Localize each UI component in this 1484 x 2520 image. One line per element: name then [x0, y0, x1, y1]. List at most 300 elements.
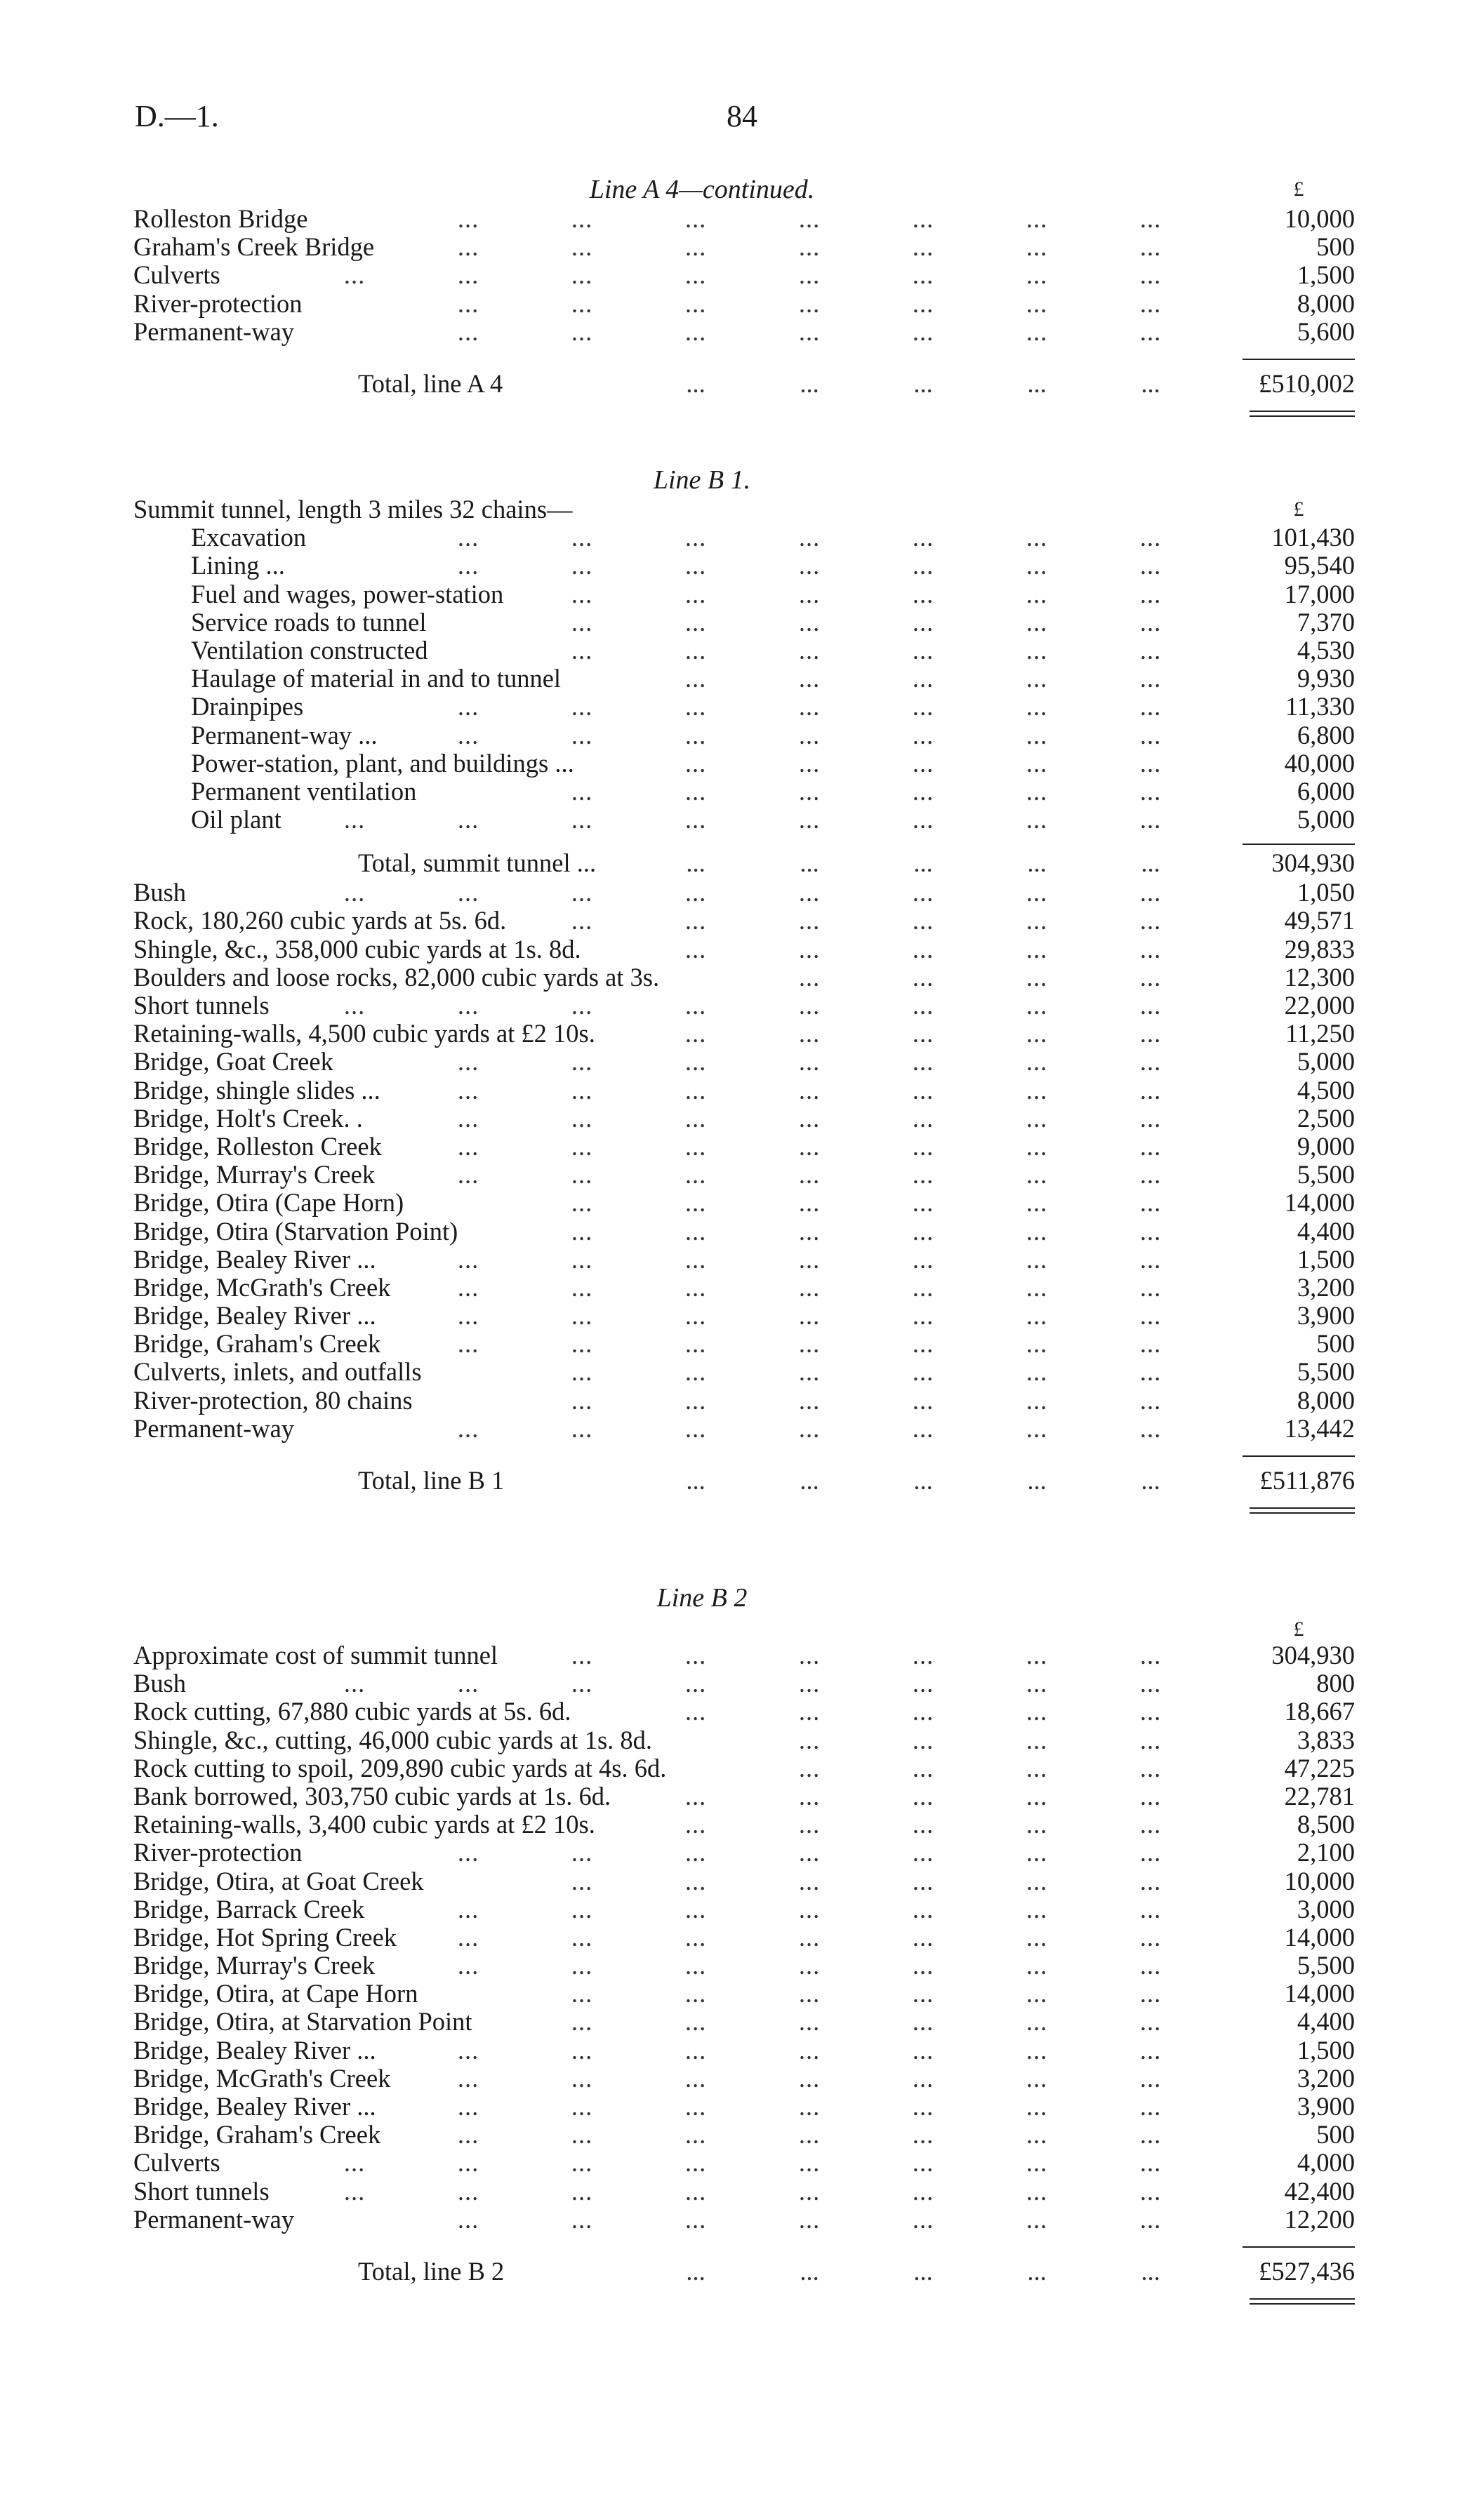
item-label: Culverts, inlets, and outfalls: [133, 1357, 422, 1387]
table-row: [133, 1895, 1355, 1924]
leader-dot-group: ...: [913, 2256, 933, 2286]
leader-dot-group: ...: [913, 368, 933, 398]
leader-dot-group: ...: [457, 2064, 479, 2093]
item-value: 1,050: [1297, 878, 1355, 907]
leader-dot-group: ...: [798, 992, 821, 1020]
leader-dot-group: ...: [798, 935, 821, 964]
item-value: 12,200: [1284, 2204, 1355, 2234]
leader-dot-group: ...: [798, 777, 821, 806]
leader-dot-group: ...: [571, 1048, 593, 1076]
leader-dot-group: ...: [798, 1386, 821, 1415]
leader-dot-group: ...: [457, 1245, 479, 1274]
item-value: 17,000: [1284, 579, 1355, 608]
leader-dot-group: ...: [912, 2149, 934, 2178]
rule-line: [1243, 2246, 1355, 2248]
leader-dot-group: ...: [912, 1358, 934, 1387]
leader-dot-group: ...: [457, 1132, 479, 1161]
leader-dot-group: ...: [1139, 317, 1162, 346]
leader-dot-group: ...: [1139, 1302, 1162, 1331]
section-title-a4: [133, 174, 1355, 205]
leader-dots: [133, 2206, 1207, 2234]
leader-dot-group: ...: [912, 721, 934, 749]
leader-dot-group: ...: [1026, 1782, 1048, 1811]
leader-dot-group: ...: [912, 1895, 934, 1924]
leader-dot-group: ...: [1026, 693, 1048, 721]
item-list-a4: [133, 205, 1355, 346]
leader-dot-group: ...: [912, 665, 934, 693]
leader-dot-group: ...: [912, 1302, 934, 1331]
leader-dot-group: ...: [571, 1245, 593, 1274]
item-value: 1,500: [1297, 260, 1355, 290]
item-label: Bridge, Bealey River ...: [133, 1244, 376, 1274]
table-row: [133, 1105, 1355, 1133]
leader-dot-group: ...: [1139, 608, 1162, 636]
leader-dot-group: ...: [571, 580, 593, 608]
leader-dot-group: ...: [798, 2149, 821, 2178]
leader-dot-group: ...: [1026, 1020, 1048, 1048]
leader-dot-group: ...: [912, 2093, 934, 2121]
leader-dot-group: ...: [912, 1273, 934, 1302]
table-row: [133, 1358, 1355, 1386]
item-label: Bridge, Otira (Cape Horn): [133, 1188, 404, 1218]
item-label: Culverts: [133, 2148, 220, 2178]
leader-dot-group: ...: [1026, 2205, 1048, 2234]
item-label: Bridge, McGrath's Creek: [133, 2063, 391, 2093]
leader-dot-group: ...: [684, 636, 707, 665]
leader-dot-group: ...: [1026, 1273, 1048, 1302]
leader-dot-group: ...: [571, 992, 593, 1020]
leader-dot-group: ...: [457, 289, 479, 318]
item-value: 9,000: [1297, 1131, 1355, 1161]
leader-dot-group: ...: [457, 1302, 479, 1331]
item-label: Bridge, Graham's Creek: [133, 1329, 381, 1359]
leader-dots: [133, 806, 1207, 834]
table-row: [133, 636, 1355, 665]
leader-dots: [133, 261, 1207, 289]
page-id: D.—1.: [135, 99, 219, 133]
leader-dot-group: ...: [1139, 777, 1162, 806]
leader-dot-group: ...: [343, 879, 366, 907]
leader-dot-group: ...: [913, 848, 933, 878]
table-row: [133, 261, 1355, 289]
leader-dot-group: ...: [798, 1641, 821, 1669]
item-value: 22,781: [1284, 1781, 1355, 1811]
leader-dot-group: ...: [798, 1076, 821, 1105]
item-label: Bridge, Bealey River ...: [133, 2092, 376, 2121]
section-line-b2: [133, 1582, 1355, 2305]
item-label: Permanent ventilation: [191, 776, 417, 806]
leader-dot-group: ...: [798, 749, 821, 778]
leader-dot-group: ...: [457, 879, 479, 907]
table-row: [133, 778, 1355, 806]
item-label: Permanent-way: [133, 1413, 295, 1443]
leader-dot-group: ...: [684, 608, 707, 636]
leader-dot-group: ...: [684, 261, 707, 290]
table-row: [133, 2178, 1355, 2206]
leader-dot-group: ...: [457, 2093, 479, 2121]
leader-dots: [133, 2178, 1207, 2206]
item-value: 304,930: [1271, 1641, 1355, 1669]
leader-dot-group: ...: [457, 261, 479, 290]
leader-dot-group: ...: [1026, 1414, 1048, 1443]
leader-dot-group: ...: [571, 2008, 593, 2036]
item-label: Bridge, Graham's Creek: [133, 2120, 381, 2149]
section-line-a4: [133, 174, 1355, 417]
item-label: Retaining-walls, 3,400 cubic yards at £2 10s.: [133, 1810, 595, 1839]
leader-dot-group: ...: [684, 992, 707, 1020]
leader-dot-group: ...: [1139, 935, 1162, 964]
leader-dot-group: ...: [912, 907, 934, 935]
leader-dot-group: ...: [1139, 1161, 1162, 1189]
item-value: 13,442: [1284, 1413, 1355, 1443]
leader-dot-group: ...: [1026, 233, 1048, 262]
leader-dot-group: ...: [798, 806, 821, 834]
table-row: [133, 1246, 1355, 1274]
item-value: 18,667: [1284, 1697, 1355, 1726]
leader-dot-group: ...: [798, 1104, 821, 1133]
leader-dot-group: ...: [343, 2149, 366, 2178]
item-label: Bridge, Otira, at Goat Creek: [133, 1866, 424, 1895]
total-label: Total, line B 2: [358, 2256, 505, 2286]
item-value: 4,500: [1297, 1075, 1355, 1105]
leader-dot-group: ...: [684, 205, 707, 233]
leader-dot-group: ...: [684, 1048, 707, 1076]
item-label: Bridge, Otira, at Cape Horn: [133, 1979, 418, 2008]
leader-dot-group: ...: [1139, 1895, 1162, 1924]
table-row: [133, 2149, 1355, 2177]
leader-dots: [133, 879, 1207, 907]
leader-dot-group: ...: [1026, 2064, 1048, 2093]
total-label: Total, line A 4: [358, 368, 503, 398]
leader-dot-group: ...: [912, 1104, 934, 1133]
item-label: Rock, 180,260 cubic yards at 5s. 6d.: [133, 906, 507, 935]
item-value: 42,400: [1284, 2176, 1355, 2206]
leader-dot-group: ...: [1139, 261, 1162, 290]
leader-dot-group: ...: [684, 1923, 707, 1952]
leader-dot-group: ...: [684, 1104, 707, 1133]
leader-dot-group: ...: [912, 749, 934, 778]
table-row: [133, 233, 1355, 261]
leader-dot-group: ...: [912, 1161, 934, 1189]
leader-dot-group: ...: [912, 289, 934, 318]
leader-dot-group: ...: [912, 777, 934, 806]
leader-dot-group: ...: [1026, 1245, 1048, 1274]
leader-dot-group: ...: [798, 317, 821, 346]
leader-dot-group: ...: [798, 1358, 821, 1387]
leader-dot-group: ...: [684, 907, 707, 935]
item-value: 1,500: [1297, 1244, 1355, 1274]
leader-dot-group: ...: [1139, 1104, 1162, 1133]
section-title-text: Line B 2: [656, 1583, 748, 1613]
leader-dot-group: ...: [912, 935, 934, 964]
item-value: 5,500: [1297, 1160, 1355, 1189]
item-label: Shingle, &c., cutting, 46,000 cubic yards at 1s. 8d.: [133, 1725, 653, 1754]
leader-dot-group: ...: [798, 1867, 821, 1895]
leader-dot-group: ...: [457, 1895, 479, 1924]
item-value: 7,370: [1297, 607, 1355, 636]
leader-dot-group: ...: [684, 806, 707, 834]
leader-dot-group: ...: [1141, 368, 1160, 398]
item-label: Fuel and wages, power-station: [191, 579, 504, 608]
table-row: [133, 1218, 1355, 1246]
leader-dot-group: ...: [1139, 1048, 1162, 1076]
leader-dot-group: ...: [1139, 1698, 1162, 1726]
leader-dots: [133, 552, 1207, 580]
leader-dot-group: ...: [1139, 2036, 1162, 2065]
leader-dot-group: ...: [798, 1839, 821, 1867]
leader-dot-group: ...: [798, 1132, 821, 1161]
leader-dot-group: ...: [798, 1245, 821, 1274]
leader-dot-group: ...: [571, 907, 593, 935]
leader-dot-group: ...: [1026, 1386, 1048, 1415]
leader-dot-group: ...: [684, 2177, 707, 2206]
item-value: 4,530: [1297, 635, 1355, 665]
leader-dot-group: ...: [684, 1273, 707, 1302]
leader-dot-group: ...: [571, 1104, 593, 1133]
item-label: Permanent-way: [133, 316, 295, 346]
leader-dot-group: ...: [571, 1414, 593, 1443]
leader-dot-group: ...: [1139, 2093, 1162, 2121]
item-value: 6,800: [1297, 720, 1355, 749]
double-rule: [1250, 1507, 1355, 1514]
table-row: [133, 524, 1355, 552]
table-row: [133, 2206, 1355, 2234]
item-label: Ventilation constructed: [191, 635, 428, 665]
leader-dot-group: ...: [457, 1669, 479, 1698]
leader-dot-group: ...: [798, 2177, 821, 2206]
item-value: 4,400: [1297, 2007, 1355, 2036]
leader-dot-group: ...: [571, 2121, 593, 2149]
leader-dots: [133, 2149, 1207, 2177]
tunnel-total-value: 304,930: [1271, 848, 1355, 878]
leader-dot-group: ...: [798, 1048, 821, 1076]
item-label: Bridge, Holt's Creek. .: [133, 1103, 363, 1133]
leader-dot-group: ...: [1026, 665, 1048, 693]
item-label: Haulage of material in and to tunnel: [191, 664, 562, 693]
item-value: 8,500: [1297, 1810, 1355, 1839]
leader-dot-group: ...: [343, 1669, 366, 1698]
leader-dot-group: ...: [912, 1245, 934, 1274]
leader-dot-group: ...: [1026, 806, 1048, 834]
leader-dot-group: ...: [1026, 1980, 1048, 2008]
leader-dot-group: ...: [1026, 2121, 1048, 2149]
table-row: [133, 1161, 1355, 1189]
leader-dot-group: ...: [457, 317, 479, 346]
leader-dot-group: ...: [457, 806, 479, 834]
leader-dot-group: ...: [571, 693, 593, 721]
leader-dot-group: ...: [1139, 1189, 1162, 1218]
table-row: [133, 1189, 1355, 1217]
leader-dot-group: ...: [684, 552, 707, 580]
table-row: [133, 1782, 1355, 1811]
item-label: Bridge, Barrack Creek: [133, 1894, 365, 1924]
leader-dot-group: ...: [1026, 1217, 1048, 1246]
table-row: [133, 1867, 1355, 1895]
leader-dot-group: ...: [798, 524, 821, 552]
leader-dot-group: ...: [1139, 2121, 1162, 2149]
leader-dot-group: ...: [912, 1414, 934, 1443]
leader-dot-group: ...: [571, 1867, 593, 1895]
leader-dot-group: ...: [457, 992, 479, 1020]
leader-dot-group: ...: [1139, 552, 1162, 580]
leader-dot-group: ...: [684, 580, 707, 608]
leader-dot-group: ...: [457, 1923, 479, 1952]
leader-dot-group: ...: [798, 2036, 821, 2065]
table-row: [133, 2121, 1355, 2149]
table-row: [133, 1754, 1355, 1782]
leader-dot-group: ...: [798, 963, 821, 992]
leader-dot-group: ...: [798, 879, 821, 907]
leader-dot-group: ...: [571, 1132, 593, 1161]
leader-dot-group: ...: [684, 2149, 707, 2178]
item-label: Boulders and loose rocks, 82,000 cubic yards at 3s.: [133, 962, 660, 992]
item-label: Bridge, Goat Creek: [133, 1047, 333, 1076]
leader-dot-group: ...: [571, 1302, 593, 1331]
leader-dot-group: ...: [1026, 552, 1048, 580]
leader-dot-group: ...: [684, 2121, 707, 2149]
leader-dot-group: ...: [457, 1076, 479, 1105]
currency-symbol: £: [1293, 1618, 1304, 1641]
leader-dot-group: ...: [1139, 2149, 1162, 2178]
total-value: £527,436: [1259, 2256, 1355, 2286]
item-label: Service roads to tunnel: [191, 607, 427, 636]
item-list-b2: [133, 1641, 1355, 2234]
item-value: 49,571: [1284, 906, 1355, 935]
section-title-b2: [133, 1582, 1355, 1613]
leader-dot-group: ...: [1141, 1466, 1160, 1495]
table-row: [133, 1330, 1355, 1358]
leader-dot-group: ...: [798, 1273, 821, 1302]
leader-dot-group: ...: [1139, 233, 1162, 262]
item-label: Shingle, &c., 358,000 cubic yards at 1s. 8d.: [133, 934, 581, 964]
leader-dot-group: ...: [1139, 2008, 1162, 2036]
table-row: [133, 1020, 1355, 1048]
leader-dot-group: ...: [684, 879, 707, 907]
leader-dot-group: ...: [684, 1161, 707, 1189]
item-label: Bridge, Otira (Starvation Point): [133, 1216, 458, 1246]
leader-dot-group: ...: [1139, 1641, 1162, 1669]
leader-dot-group: ...: [1139, 1245, 1162, 1274]
leader-dot-group: ...: [798, 2205, 821, 2234]
leader-dot-group: ...: [798, 2064, 821, 2093]
leader-dot-group: ...: [684, 665, 707, 693]
leader-dot-group: ...: [684, 1980, 707, 2008]
tunnel-total-row: [133, 848, 1355, 879]
item-value: 2,100: [1297, 1838, 1355, 1867]
leader-dot-group: ...: [684, 1189, 707, 1218]
table-row: [133, 721, 1355, 749]
table-row: [133, 2036, 1355, 2065]
item-label: Bridge, Otira, at Starvation Point: [133, 2007, 472, 2036]
leader-dot-group: ...: [457, 1839, 479, 1867]
leader-dot-group: ...: [912, 1020, 934, 1048]
leader-dot-group: ...: [1026, 524, 1048, 552]
leader-dot-group: ...: [686, 2256, 705, 2286]
leader-dot-group: ...: [571, 1980, 593, 2008]
leader-dot-group: ...: [1027, 368, 1047, 398]
leader-dot-group: ...: [571, 1386, 593, 1415]
table-row: [133, 1387, 1355, 1415]
leader-dot-group: ...: [343, 2177, 366, 2206]
leader-dot-group: ...: [798, 2008, 821, 2036]
table-row: [133, 1133, 1355, 1161]
leader-dot-group: ...: [912, 233, 934, 262]
leader-dot-group: ...: [571, 2205, 593, 2234]
leader-dot-group: ...: [1026, 1330, 1048, 1359]
leader-dot-group: ...: [1026, 721, 1048, 749]
leader-dot-group: ...: [571, 1330, 593, 1359]
leader-dot-group: ...: [571, 608, 593, 636]
leader-dot-group: ...: [1026, 1161, 1048, 1189]
table-row: [133, 1726, 1355, 1754]
leader-dot-group: ...: [1139, 289, 1162, 318]
leader-dot-group: ...: [571, 1161, 593, 1189]
leader-dot-group: ...: [684, 1782, 707, 1811]
leader-dot-group: ...: [912, 608, 934, 636]
section-title-text: Line B 1.: [653, 465, 751, 495]
leader-dot-group: ...: [1026, 1698, 1048, 1726]
leader-dots: [133, 318, 1207, 346]
total-value: £510,002: [1259, 368, 1355, 398]
leader-dot-group: ...: [684, 1698, 707, 1726]
total-row-a4: [133, 364, 1355, 404]
leader-dot-group: ...: [684, 2036, 707, 2065]
leader-dot-group: ...: [912, 1132, 934, 1161]
leader-dot-group: ...: [800, 2256, 819, 2286]
table-row: [133, 552, 1355, 580]
leader-dot-group: ...: [1026, 1104, 1048, 1133]
leader-dot-group: ...: [1027, 848, 1047, 878]
leader-dot-group: ...: [684, 1867, 707, 1895]
leader-dots: [133, 1669, 1207, 1698]
item-value: 22,000: [1284, 991, 1355, 1020]
leader-dot-group: ...: [684, 1076, 707, 1105]
item-value: 4,000: [1297, 2148, 1355, 2178]
leader-dot-group: ...: [1026, 1302, 1048, 1331]
item-value: 12,300: [1284, 962, 1355, 992]
table-row: [133, 693, 1355, 721]
item-value: 3,000: [1297, 1894, 1355, 1924]
leader-dot-group: ...: [684, 2093, 707, 2121]
leader-dot-group: ...: [1139, 749, 1162, 778]
leader-dot-group: ...: [571, 721, 593, 749]
leader-dot-group: ...: [798, 1020, 821, 1048]
currency-header: [133, 1613, 1355, 1641]
leader-dot-group: ...: [798, 233, 821, 262]
leader-dot-group: ...: [684, 317, 707, 346]
leader-dot-group: ...: [798, 1952, 821, 1980]
leader-dot-group: ...: [1139, 2177, 1162, 2206]
leader-dot-group: ...: [684, 1217, 707, 1246]
item-label: Power-station, plant, and buildings ...: [191, 748, 574, 778]
leader-dot-group: ...: [912, 636, 934, 665]
leader-dot-group: ...: [1026, 261, 1048, 290]
leader-dot-group: ...: [912, 1811, 934, 1839]
leader-dot-group: ...: [1139, 907, 1162, 935]
table-row: [133, 205, 1355, 233]
leader-dot-group: ...: [798, 1669, 821, 1698]
leader-dot-group: ...: [912, 2064, 934, 2093]
leader-dots: [133, 1415, 1207, 1443]
leader-dot-group: ...: [571, 1923, 593, 1952]
section-line-b1: [133, 465, 1355, 1514]
item-label: Lining ...: [191, 551, 285, 580]
leader-dot-group: ...: [684, 1669, 707, 1698]
leader-dot-group: ...: [912, 2036, 934, 2065]
leader-dot-group: ...: [571, 552, 593, 580]
leader-dot-group: ...: [1026, 879, 1048, 907]
leader-dot-group: ...: [798, 1302, 821, 1331]
